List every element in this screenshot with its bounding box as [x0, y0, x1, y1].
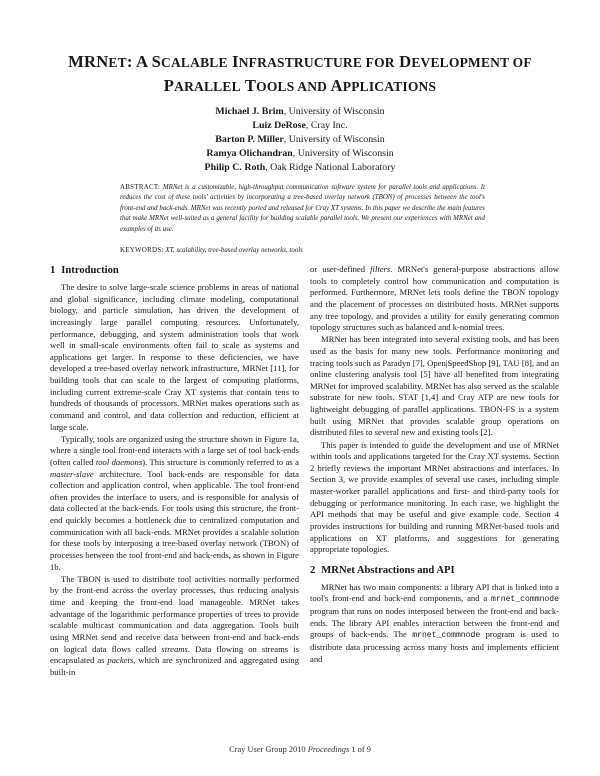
abstract-label: ABSTRACT:: [120, 184, 161, 191]
title-line-2: PARALLEL TOOLS AND APPLICATIONS: [163, 76, 437, 95]
paragraph: The desire to solve large-scale science problems in areas of national and global significance, including climate modeling, computational biology, and particle simulation, has driven the development of increasingly large parallel computing resources. Unfortunately, performance, debugging, and system administration tools that work well in small-scale environments often fail to scale as systems and applications get larger. In response to these deficiencies, we have developed a tree-based overlay network infrastructure, MRNet [11], for building tools that can scale to the largest of computing platforms, including current extreme-scale Cray XT systems that contain tens to hundreds of thousands of processors. MRNet makes operations such as command and control, and data collection and reduction, efficient at large scale.: [50, 282, 299, 432]
author-entry: Michael J. Brim, University of Wisconsin: [215, 106, 385, 117]
keywords: [120, 246, 485, 256]
section-heading: 2 MRNet Abstractions and API: [310, 564, 455, 576]
paragraph: MRNet has two main components: a library API that is linked into a tool's front-end and back-end components, and a mrnet_commnode program that runs on nodes interposed between the front-end and back-ends. The library API enables interaction between the front-end and groups of back-ends. The mrnet_commnode program is used to distribute data processing across many hosts and implements efficient and: [310, 581, 559, 664]
paragraph: MRNet has been integrated into several existing tools, and has been used as the basis for many new tools. Performance monitoring and tracing tools such as Paradyn [7], Open|SpeedShop [9], TAU [8], and an online clustering analysis tool [5] have all benefited from integrating MRNet for improved scalability. MRNet has also served as the scalable substrate for new tools. STAT [1,4] and Cray ATP are new tools for lightweight debugging of parallel applications. TBON-FS is a system built using MRNet that provides scalable group operations on distributed files to several new and existing tools [2].: [310, 334, 559, 438]
paragraph: Typically, tools are organized using the structure shown in Figure 1a, where a single tool front-end interacts with a large set of tool back-ends (often called tool daemons). This structure is commonly referred to as a master-slave architecture. Tool back-ends are responsible for data collection and application control, when applicable. The tool front-end often provides the interface to users, and is responsible for analysis of data collected at the back-ends. For tools using this structure, the front-end quickly becomes a bottleneck due to centralized computation and communication with all back-ends. MRNet provides a scalable solution for these tools by interposing a tree-based overlay network (TBON) of processes between the tool front-end and back-ends, as shown in Figure 1b.: [50, 433, 299, 572]
author-entry: Luiz DeRose, Cray Inc.: [252, 120, 348, 132]
paragraph: This paper is intended to guide the development and use of MRNet within tools and applications targeted for the Cray XT systems. Section 2 briefly reviews the important MRNet abstractions and interfaces. In Section 3, we provide examples of several use cases, including simple master-worker parallel applications and first- and third-party tools for debugging or performance monitoring. In each case, we highlight the API methods that may be useful and give example code. Section 4 provides instructions for building and running MRNet-based tools and applications on XT platforms, and suggestions for generating appropriate topologies.: [310, 439, 559, 555]
paper-title: [60, 50, 540, 98]
paragraph: or user-defined filters. MRNet's general-purpose abstractions allow tools to completely control how communication and computation is performed. Furthermore, MRNet lets tools define the TBON topology and the placement of processes on distributed hosts. MRNet supports any tree topology, and provides a utility for easily generating common topology structures such as balanced and k-nomial trees.: [310, 264, 560, 333]
abstract-text: MRNet is a customizable, high-throughput communication software system for parallel tools and applications. It reduces the cost of these tools' activities by incorporating a tree-based overlay network (TBON) of processes between the tool's front-end and back-ends. MRNet was recently ported and released for Cray XT systems. In this paper we describe the main features that make MRNet well-suited as a general facility for building scalable parallel tools. We present our experiences with MRNet and examples of its use.: [120, 184, 485, 233]
page-footer: Cray User Group 2010 Proceedings 1 of 9: [229, 745, 371, 754]
keywords-text: XT, scalability, tree-based overlay networks, tools: [163, 247, 303, 254]
abstract: [120, 183, 485, 235]
author-entry: Ramya Olichandran, University of Wisconsin: [206, 148, 394, 160]
paragraph: The TBON is used to distribute tool activities normally performed by the front-end across the overlay processes, thus reducing analysis time and keeping the front-end load manageable. MRNet takes advantage of the logarithmic performance properties of trees to provide scalable multicast communication and data aggregation. Tools built using MRNet send and receive data between front-end and back-ends on logical data flows called streams. Data flowing on streams is encapsulated as packets, which are synchronized and aggregated using built-in: [50, 573, 299, 677]
title-line-1: MRNET: A SCALABLE INFRASTRUCTURE FOR DEVELOPMENT OF: [68, 52, 532, 71]
author-entry: Barton P. Miller, University of Wisconsin: [215, 134, 385, 146]
author-entry: Philip C. Roth, Oak Ridge National Laboratory: [204, 162, 396, 174]
right-column: [310, 264, 559, 665]
section-heading: 1 Introduction: [50, 265, 119, 276]
keywords-label: KEYWORDS:: [120, 247, 164, 254]
author-list: [100, 105, 500, 175]
left-column: [50, 262, 299, 678]
